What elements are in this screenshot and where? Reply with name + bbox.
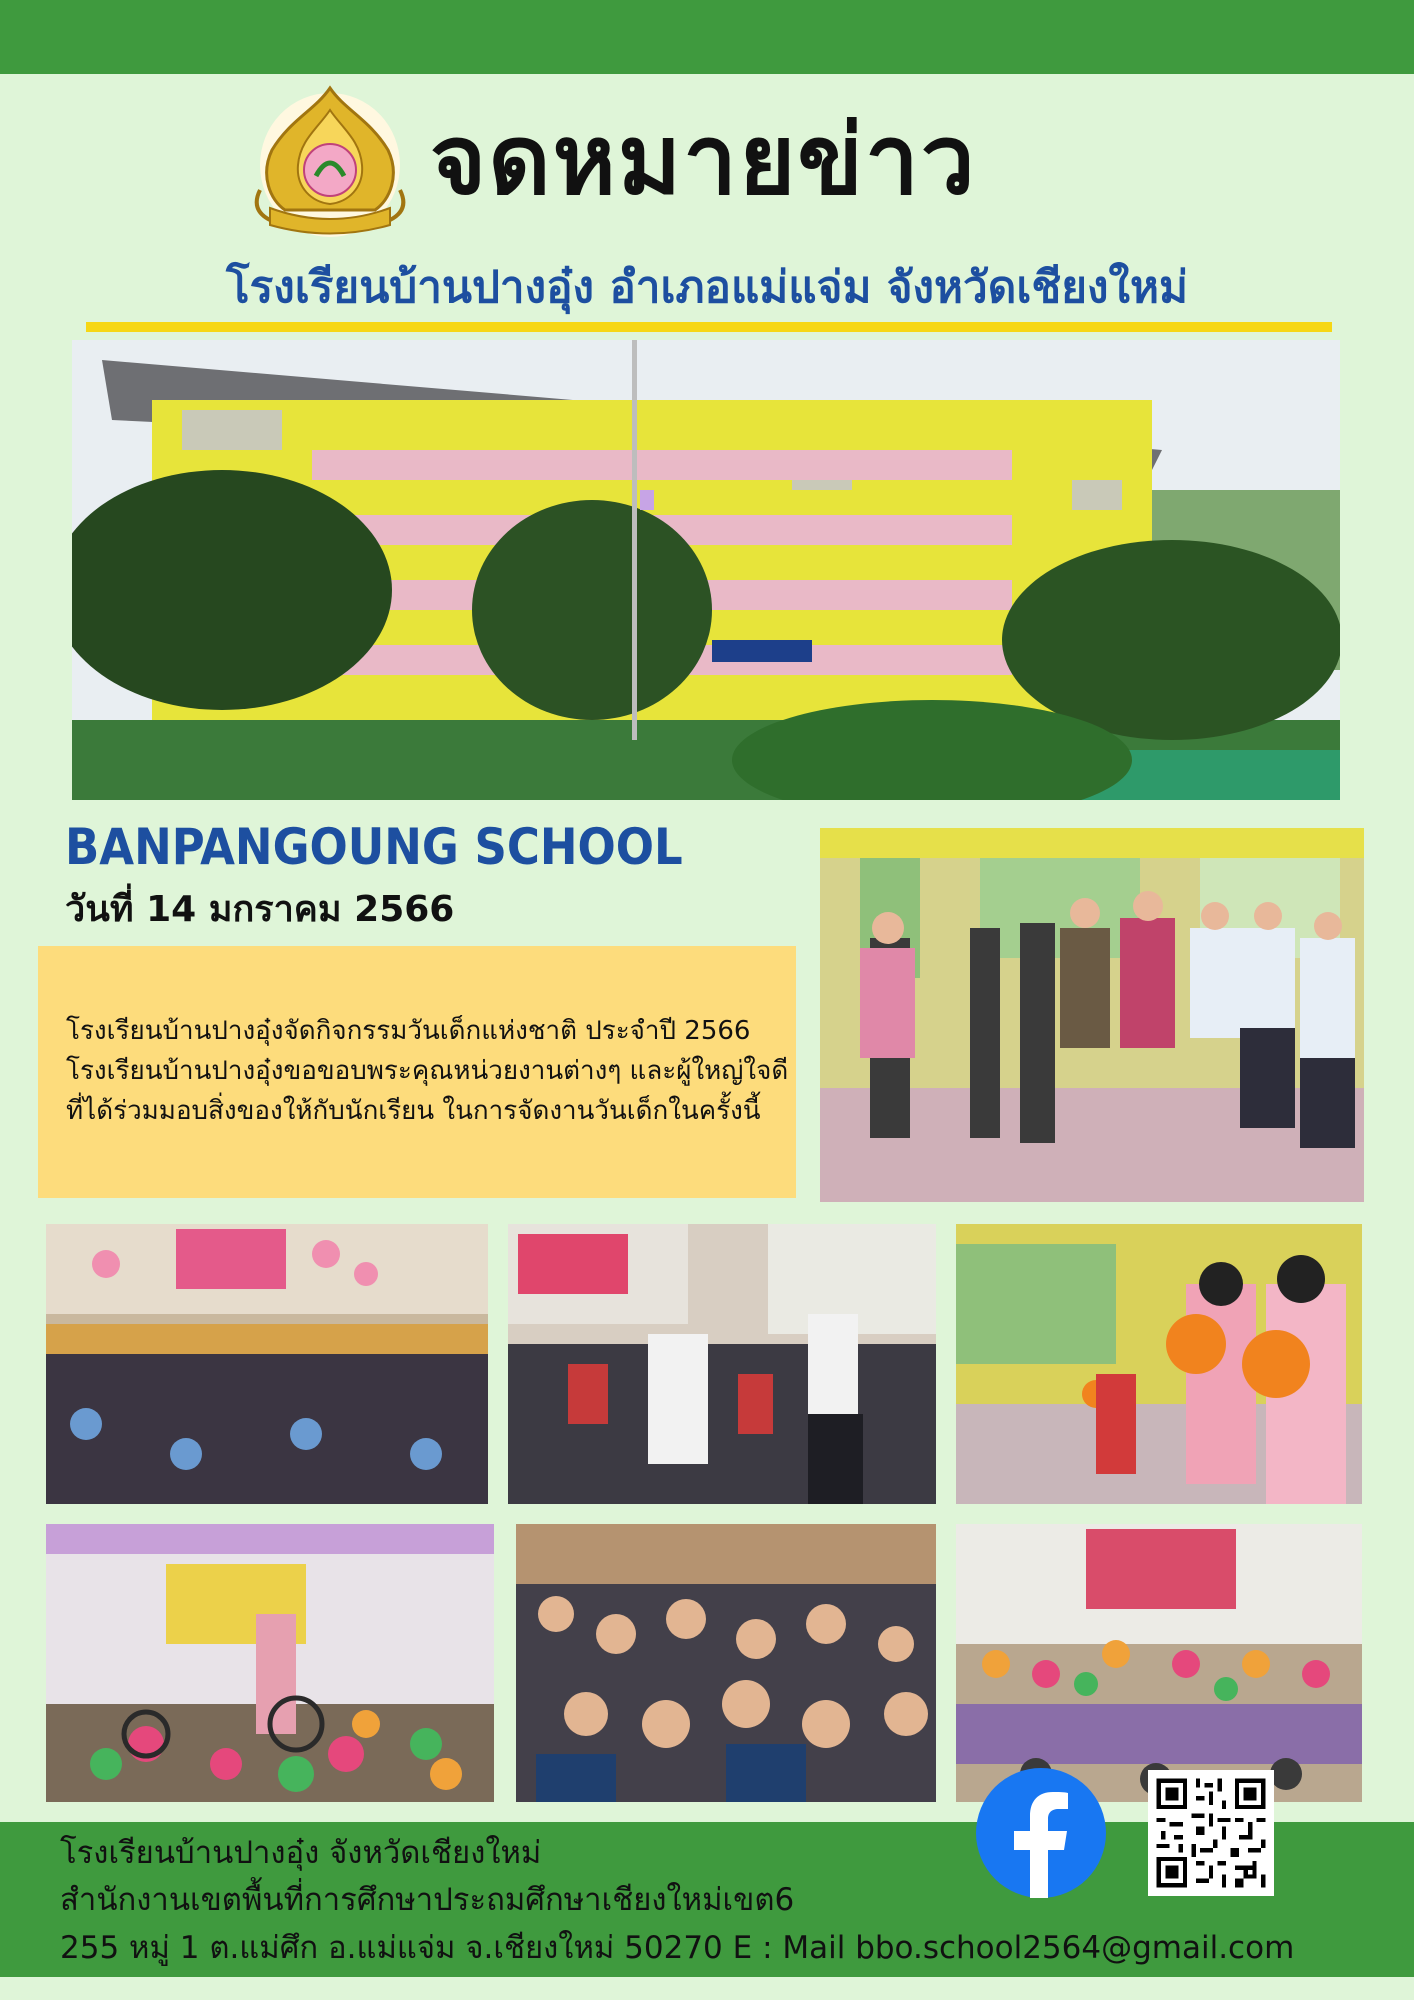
event-photo-4 xyxy=(46,1524,494,1802)
school-name-english: BANPANGOUNG SCHOOL xyxy=(65,818,683,876)
article-line-1: โรงเรียนบ้านปางอุ๋งจัดกิจกรรมวันเด็กแห่งชาติ ประจำปี 2566 xyxy=(66,1016,751,1046)
footer-office: สำนักงานเขตพื้นที่การศึกษาประถมศึกษาเชียงใหม่เขต6 xyxy=(60,1882,795,1918)
event-photo-1 xyxy=(46,1224,488,1504)
qr-code[interactable] xyxy=(1148,1770,1274,1896)
newsletter-title: จดหมายข่าว xyxy=(430,104,977,216)
footer-address: 255 หมู่ 1 ต.แม่ศึก อ.แม่แจ่ม จ.เชียงใหม่ 50270 E : Mail bbo.school2564@gmail.com xyxy=(60,1930,1295,1966)
ceremony-photo xyxy=(820,828,1364,1202)
event-photo-5 xyxy=(516,1524,936,1802)
event-photo-6 xyxy=(956,1524,1362,1802)
footer-school-name: โรงเรียนบ้านปางอุ๋ง จังหวัดเชียงใหม่ xyxy=(60,1835,542,1871)
event-date: วันที่ 14 มกราคม 2566 xyxy=(65,889,455,930)
article-textbox xyxy=(38,946,796,1198)
article-line-3: ที่ได้ร่วมมอบสิ่งของให้กับนักเรียน ในการจัดงานวันเด็กในครั้งนี้ xyxy=(66,1096,761,1126)
school-building-photo xyxy=(72,340,1340,800)
event-photo-3 xyxy=(956,1224,1362,1504)
event-photo-2 xyxy=(508,1224,936,1504)
school-emblem-logo xyxy=(250,80,410,245)
divider-rule xyxy=(86,322,1332,332)
top-band xyxy=(0,0,1414,74)
article-line-2: โรงเรียนบ้านปางอุ๋งขอขอบพระคุณหน่วยงานต่างๆ และผู้ใหญ่ใจดี xyxy=(66,1056,789,1086)
school-subtitle: โรงเรียนบ้านปางอุ๋ง อำเภอแม่แจ่ม จังหวัดเชียงใหม่ xyxy=(226,262,1188,313)
facebook-icon[interactable] xyxy=(976,1768,1106,1898)
